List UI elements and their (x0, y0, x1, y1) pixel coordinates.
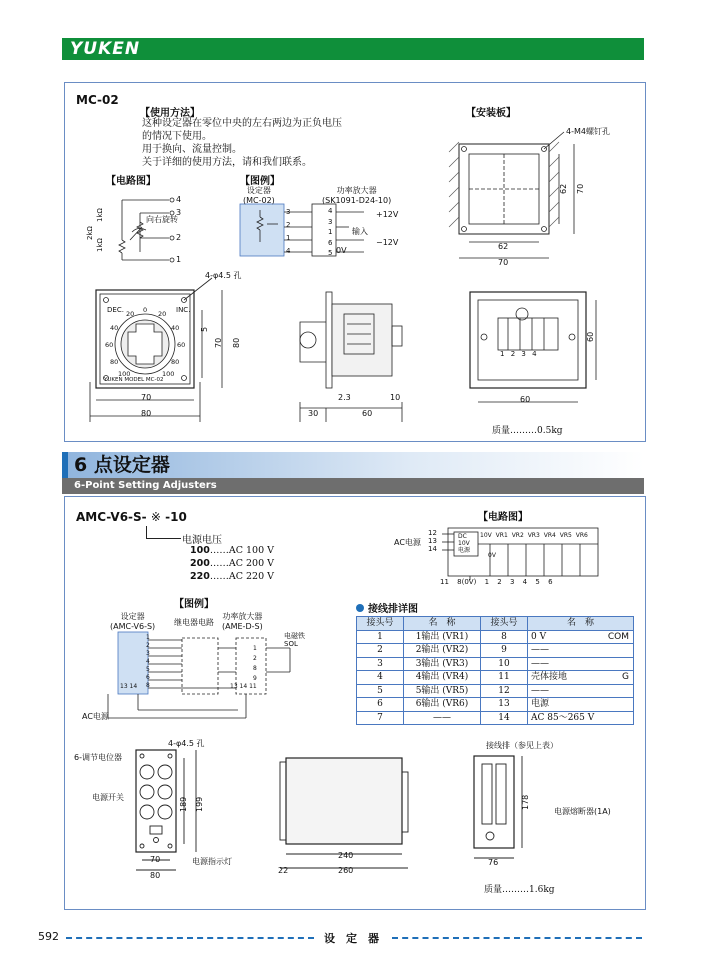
front-pot-label: 6-调节电位器 (74, 753, 122, 762)
front-dim-70: 70 (150, 855, 161, 864)
mc02-drawings (64, 82, 644, 440)
dial-scale-40l: 40 (110, 324, 119, 332)
table-row (357, 630, 634, 644)
bottom-label: 6 (548, 578, 553, 586)
in-term: 12 (428, 529, 437, 537)
mc02-mass: 质量………0.5kg (492, 426, 563, 436)
terminal-label: 接线排（参见上表） (486, 741, 558, 750)
six-circuit-dc (458, 533, 470, 554)
dial-dim-70w: 70 (141, 393, 152, 402)
table-cell: 5输出 (VR5) (404, 684, 481, 698)
logo-text: YUKEN (70, 39, 141, 59)
circuit-rotate-label: 向右旋转 (146, 215, 178, 224)
front-dim-80: 80 (150, 871, 161, 880)
top-label: VR3 (527, 532, 540, 539)
table-cell: 10 (481, 657, 528, 671)
table-cell: —— (404, 711, 481, 725)
bottom-label: 8(0V) (457, 578, 477, 586)
mount-dim-62w: 62 (498, 242, 509, 251)
table-cell: 4输出 (VR4) (404, 671, 481, 685)
voltage-option (190, 544, 274, 557)
cell-name: —— (531, 645, 549, 656)
dc-line: 10V (458, 540, 470, 547)
sol-code: SOL (284, 640, 298, 648)
term: 1 (328, 228, 333, 236)
table-cell-name (528, 711, 634, 725)
bottom-label: 5 (535, 578, 540, 586)
back-term: 2 (510, 350, 516, 358)
voltage-code: 100 (190, 545, 210, 556)
page-number: 592 (38, 930, 59, 943)
table-cell: 6 (357, 698, 404, 712)
mount-dim-62h: 62 (559, 183, 568, 194)
top-label: VR1 (495, 532, 508, 539)
amp-term: 8 (253, 665, 257, 672)
table-row (357, 698, 634, 712)
setter-term: 6 (146, 674, 150, 681)
sol-label: 电磁铁 (284, 632, 305, 640)
six-circuit-bottom (440, 578, 553, 586)
dial-scale-100l: 100 (118, 370, 131, 378)
usage-line: 这种设定器在零位中央的左右两边为正负电压 (142, 118, 342, 129)
in-term: 14 (428, 545, 437, 553)
table-header: 接头号 (357, 617, 404, 631)
table-cell: 3 (357, 657, 404, 671)
example-setter-model: (MC-02) (243, 196, 275, 205)
setter-term: 2 (146, 642, 150, 649)
table-cell: 7 (357, 711, 404, 725)
bottom-label: 3 (509, 578, 515, 586)
voltage-text: ……AC 220 V (209, 571, 275, 582)
section-subtitle: 6-Point Setting Adjusters (74, 480, 217, 491)
front-hole-label: 4-φ4.5 孔 (168, 739, 205, 748)
table-row (357, 657, 634, 671)
voltage-code: 200 (190, 558, 210, 569)
six-example-amp (222, 612, 263, 632)
mount-dim-70h: 70 (576, 183, 585, 194)
mc02-example-title: 【图例】 (240, 176, 280, 187)
dial-inc-label: INC. (176, 306, 191, 314)
footer-title: 设 定 器 (324, 932, 379, 945)
table-cell: 4 (357, 671, 404, 685)
amp-term: 1 (253, 645, 257, 652)
dial-scale-80l: 80 (110, 358, 119, 366)
usage-line: 用于换向、流量控制。 (142, 144, 242, 155)
voltage-code: 220 (190, 571, 210, 582)
dial-scale-40r: 40 (171, 324, 180, 332)
table-cell: 5 (357, 684, 404, 698)
table-cell-name (528, 644, 634, 658)
circuit-resistor-1k-b: 1kΩ (96, 238, 104, 252)
voltage-option (190, 570, 274, 583)
term: 4 (286, 247, 291, 255)
example-input-label: 输入 (352, 227, 368, 236)
six-front-panel-drawing (130, 748, 220, 876)
table-cell: 1 (357, 630, 404, 644)
mc02-circuit-diagram (119, 198, 174, 262)
mount-hole-label: 4-M4螺钉孔 (566, 127, 610, 136)
circuit-terminal-4: 4 (176, 195, 182, 204)
six-example-drawing (78, 630, 308, 722)
back-term: 3 (521, 350, 526, 358)
mc02-circuit-title: 【电路图】 (106, 176, 156, 187)
dial-scale-60l: 60 (105, 341, 114, 349)
back-dim-60h: 60 (586, 331, 595, 342)
bottom-label: 11 (440, 578, 449, 586)
setter-term: 3 (146, 650, 150, 657)
example-right-terms (328, 206, 332, 259)
table-cell-name (528, 684, 634, 698)
back-dim-178: 178 (521, 794, 530, 810)
terminal-table-title (356, 600, 418, 615)
table-cell: 6输出 (VR6) (404, 698, 481, 712)
setter-term: 1 (146, 634, 150, 641)
six-circuit-in-terms (428, 529, 437, 553)
top-label: VR2 (511, 532, 524, 539)
table-cell: 13 (481, 698, 528, 712)
cell-code: G (622, 672, 629, 683)
front-dim-189: 189 (179, 796, 188, 812)
usage-title: 【使用方法】 (140, 108, 200, 119)
dial-hole-label: 4-φ4.5 孔 (205, 271, 242, 280)
six-circuit-0v: 0V (488, 552, 496, 559)
table-cell: 3输出 (VR3) (404, 657, 481, 671)
amp-term: 9 (253, 675, 257, 682)
model-code-mark: ※ (150, 510, 161, 524)
side-dim-2-3: 2.3 (338, 393, 351, 402)
footer-rule-right (392, 937, 642, 939)
term: 5 (328, 249, 333, 257)
top-label: 10V (480, 532, 492, 539)
top-label: VR4 (543, 532, 556, 539)
dial-scale-0: 0 (143, 306, 148, 314)
in-term: 13 (428, 537, 437, 545)
six-example-amp-terms (253, 644, 257, 684)
cell-name: —— (531, 658, 549, 669)
six-example-setter (110, 612, 155, 632)
dial-dim-5: 5 (200, 326, 209, 332)
example-setter: 设定器 (246, 186, 271, 195)
table-cell-name (528, 657, 634, 671)
example-left-terms (286, 206, 290, 258)
table-header-row (357, 617, 634, 631)
six-example-amp-model: (AME-D-S) (222, 622, 263, 631)
model-code (76, 510, 187, 524)
example-plus-label: +12V (376, 210, 399, 219)
example-setter-label (243, 186, 275, 206)
six-example-relay: 继电器电路 (174, 618, 214, 627)
table-cell: 8 (481, 630, 528, 644)
back-term-labels (500, 350, 537, 358)
six-example-bottom-left: 13 14 (120, 683, 138, 690)
table-header: 名 称 (528, 617, 634, 631)
mounting-plate-drawing (459, 132, 574, 258)
brand-logo (64, 39, 146, 59)
dial-dim-80h: 80 (232, 337, 241, 348)
bottom-label: 2 (497, 578, 502, 586)
back-term: 4 (532, 350, 537, 358)
dial-dim-70h: 70 (214, 337, 223, 348)
dial-dec-label: DEC. (107, 306, 124, 314)
mount-title: 【安装板】 (466, 108, 516, 119)
setter-term: 4 (146, 658, 150, 665)
six-example-setter-label: 设定器 (120, 612, 145, 621)
cell-name: 壳体接地 (531, 672, 568, 683)
voltage-bracket (146, 526, 181, 539)
header-bar (62, 38, 644, 60)
dc-line: 电源 (458, 547, 471, 554)
term: 6 (328, 238, 333, 247)
example-amp: 功率放大器 (336, 186, 377, 195)
voltage-text: ……AC 200 V (209, 558, 275, 569)
table-cell: 12 (481, 684, 528, 698)
front-lamp-label: 电源指示灯 (192, 857, 232, 866)
voltage-title: 电源电压 (182, 535, 222, 546)
table-cell: 9 (481, 644, 528, 658)
six-back-view-drawing (470, 754, 542, 866)
table-cell: 2 (357, 644, 404, 658)
table-header: 接头号 (481, 617, 528, 631)
dial-scale-20r: 20 (158, 310, 167, 318)
dial-dim-80w: 80 (141, 409, 152, 418)
circuit-terminal-1: 1 (176, 255, 182, 264)
dial-front-view (90, 278, 222, 422)
six-example-title: 【图例】 (174, 599, 214, 610)
side-dim-240: 240 (338, 851, 354, 860)
six-example-amp-label: 功率放大器 (222, 612, 263, 621)
table-row (357, 644, 634, 658)
cell-name: AC 85～265 V (531, 712, 595, 723)
terminal-table-title-text: 接线排详图 (368, 604, 418, 615)
term: 1 (286, 234, 291, 242)
front-dim-199: 199 (195, 796, 204, 812)
example-minus-label: −12V (376, 238, 399, 247)
term: 4 (328, 207, 333, 215)
cell-name: 电源 (531, 699, 550, 710)
circuit-resistor-2k: 2kΩ (86, 226, 94, 240)
example-zero-label: 0V (336, 246, 347, 255)
model-code-suffix: -10 (165, 510, 187, 524)
dial-scale-80r: 80 (171, 358, 180, 366)
back-dim-60w: 60 (520, 395, 531, 404)
bottom-label: 1 (484, 578, 490, 586)
table-header: 名 称 (404, 617, 481, 631)
six-example-bottom-right: 13 14 11 (230, 683, 257, 690)
term: 3 (328, 217, 333, 226)
mc02-model: MC-02 (76, 93, 119, 107)
circuit-terminal-2: 2 (176, 233, 182, 242)
setter-term: 8 (146, 682, 150, 689)
bottom-label: 4 (522, 578, 528, 586)
table-cell: 14 (481, 711, 528, 725)
top-label: VR5 (559, 532, 572, 539)
circuit-resistor-1k-a: 1kΩ (96, 208, 104, 222)
back-dim-76: 76 (488, 858, 499, 867)
table-row (357, 684, 634, 698)
amp-term: 2 (253, 655, 257, 662)
dc-line: DC (458, 533, 467, 540)
side-dim-22: 22 (278, 866, 289, 875)
voltage-options (190, 544, 274, 583)
six-example-setter-model: (AMC-V6-S) (110, 622, 156, 631)
dial-side-view (300, 292, 402, 422)
footer-rule-left (66, 937, 314, 939)
table-cell: 2输出 (VR2) (404, 644, 481, 658)
dial-brand: YUKEN MODEL MC-02 (104, 377, 164, 383)
fuse-label: 电源熔断器(1A) (554, 807, 611, 816)
dial-back-view (470, 292, 596, 402)
table-cell: 11 (481, 671, 528, 685)
six-circuit-title: 【电路图】 (478, 512, 528, 523)
side-dim-10: 10 (390, 393, 401, 402)
term: 3 (286, 208, 291, 216)
dial-scale-100r: 100 (162, 370, 175, 378)
dial-scale-60r: 60 (177, 341, 186, 349)
voltage-text: ……AC 100 V (209, 545, 275, 556)
section-title: 6 点设定器 (74, 454, 170, 476)
table-cell-name (528, 698, 634, 712)
front-switch-label: 电源开关 (92, 793, 124, 802)
example-amp-label (322, 186, 391, 206)
table-cell: 1输出 (VR1) (404, 630, 481, 644)
six-example-ac: AC电源 (82, 712, 109, 721)
example-amp-model: (SK1091-D24-10) (322, 196, 392, 205)
terminal-table (356, 616, 634, 725)
back-term: 1 (500, 350, 505, 358)
bullet-icon (356, 604, 364, 612)
model-code-base: AMC-V6-S- (76, 510, 147, 524)
usage-line: 关于详细的使用方法，请和我们联系。 (142, 157, 312, 168)
term: 2 (286, 221, 291, 229)
six-circuit-top (480, 532, 588, 539)
side-dim-260: 260 (338, 866, 354, 875)
side-dim-30: 30 (308, 409, 319, 418)
cell-name: 0 V (531, 631, 547, 642)
usage-line: 的情况下使用。 (142, 131, 212, 142)
six-mass: 质量………1.6kg (484, 885, 555, 895)
six-example-setter-terms (146, 634, 150, 690)
circuit-terminal-3: 3 (176, 208, 182, 217)
cell-name: —— (531, 685, 549, 696)
six-circuit-ac: AC电源 (394, 538, 421, 547)
setter-term: 5 (146, 666, 150, 673)
mount-dim-70w: 70 (498, 258, 509, 267)
top-label: VR6 (575, 532, 588, 539)
section-title-accent (62, 452, 68, 478)
cell-code: COM (607, 631, 629, 642)
table-cell-name (528, 630, 634, 644)
voltage-option (190, 557, 274, 570)
dial-scale-20l: 20 (126, 310, 135, 318)
table-row (357, 711, 634, 725)
table-row (357, 671, 634, 685)
side-dim-60: 60 (362, 409, 373, 418)
table-cell-name (528, 671, 634, 685)
